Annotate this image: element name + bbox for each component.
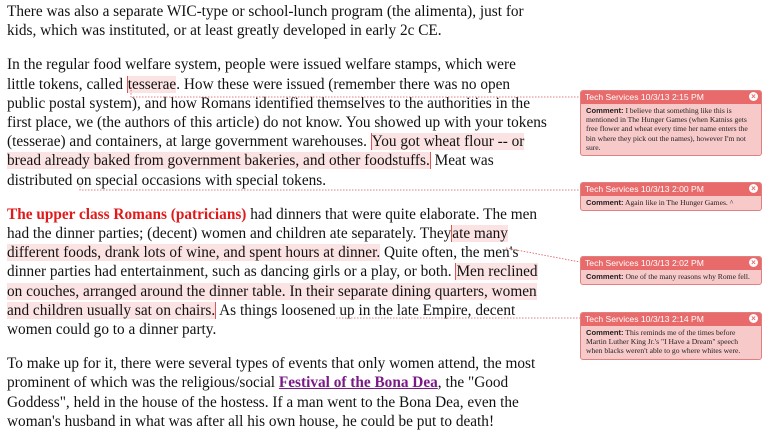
- comment-author-time: Tech Services 10/3/13 2:15 PM: [585, 92, 704, 102]
- text-run: had dinners that were quite elaborate. The men had the dinner parties; (decent) women and children ate separately. They: [7, 205, 538, 243]
- comment-label: Comment:: [586, 198, 624, 207]
- link-bona-dea[interactable]: Festival of the Bona Dea: [278, 374, 438, 392]
- document-body: [7, 2, 547, 446]
- comment-body: [581, 270, 761, 284]
- comment-body: [581, 196, 761, 210]
- comment-author-time: Tech Services 10/3/13 2:00 PM: [585, 184, 704, 194]
- comment-balloon-1[interactable]: [580, 90, 762, 156]
- comment-body: [581, 326, 761, 359]
- close-x-icon[interactable]: ×: [749, 258, 758, 267]
- comment-label: Comment:: [586, 328, 624, 337]
- paragraph-bona-dea: [7, 354, 547, 431]
- text-run: Quite often, the men's dinner parties had entertainment, such as dancing girls or a play, or both.: [7, 244, 519, 281]
- comment-text: This reminds me of the times before Martin Luther King Jr.'s "I Have a Dream" speech when blacks weren't able to go where whites were.: [586, 328, 741, 356]
- comment-balloon-2[interactable]: [580, 182, 762, 211]
- commented-text-wheat-flour[interactable]: You got wheat flour -- or bread already baked from government bakeries, and other foodstuffs.: [7, 133, 525, 170]
- comment-header: [581, 183, 761, 196]
- comment-label: Comment:: [586, 272, 624, 281]
- comment-label: Comment:: [586, 106, 624, 115]
- paragraph-alimenta: [7, 2, 547, 40]
- text-run: To make up for it, there were several types of events that only women attend, the most prominent of which was the religious/social: [7, 355, 536, 392]
- close-x-icon[interactable]: ×: [749, 92, 758, 101]
- comment-balloon-3[interactable]: [580, 256, 762, 285]
- comment-text: I believe that something like this is mentioned in The Hunger Games (when Katniss gets free flower and wheat every time her name enters the bin where they pick out the names), however I'm not sure.: [586, 106, 748, 152]
- close-x-icon[interactable]: ×: [749, 314, 758, 323]
- paragraph-welfare: [7, 55, 547, 189]
- comment-text: Again like in The Hunger Games. ^: [623, 198, 734, 207]
- comment-header: [581, 313, 761, 326]
- commented-text-reclined[interactable]: Men reclined on couches, arranged around the dinner table. In their separate dining quarters, women and children usually sat on chairs.: [7, 263, 538, 319]
- text-run: . How these were issued (remember there was no open public postal system), and how Romans identified themselves to the authorities in the first place, we (the authors of this article) do not know. You showed up with your tokens (tesserae) and containers, at large government warehouses.: [7, 75, 547, 151]
- comment-header: [581, 257, 761, 270]
- text-run: In the regular food welfare system, people were issued welfare stamps, which were little tokens, called: [7, 56, 516, 93]
- text-run: , the "Good Goddess", held in the house of the hostess. If a man went to the Bona Dea, even the woman's husband in what was after all his own house, he could be put to death!: [7, 374, 519, 430]
- paragraph-text: There was also a separate WIC-type or school-lunch program (the alimenta), just for kids, which was instituted, or at least greatly developed in early 2c CE.: [7, 3, 524, 40]
- comment-header: [581, 91, 761, 104]
- comment-text: One of the many reasons why Rome fell.: [623, 272, 750, 281]
- red-heading-upper-class: The upper class Romans (patricians): [7, 205, 247, 223]
- commented-word-tesserae[interactable]: tesserae: [127, 75, 177, 93]
- text-run: Meat was distributed on special occasions with special tokens.: [7, 152, 494, 189]
- paragraph-dinners: [7, 205, 547, 339]
- comment-author-time: Tech Services 10/3/13 2:14 PM: [585, 314, 704, 324]
- commented-text-many-foods[interactable]: ate many different foods, drank lots of wine, and spent hours at dinner.: [7, 225, 508, 262]
- comment-author-time: Tech Services 10/3/13 2:02 PM: [585, 258, 704, 268]
- close-x-icon[interactable]: ×: [749, 184, 758, 193]
- comment-balloon-4[interactable]: [580, 312, 762, 360]
- text-run: As things loosened up in the late Empire, decent women could go to a dinner party.: [7, 301, 516, 339]
- comment-body: [581, 104, 761, 155]
